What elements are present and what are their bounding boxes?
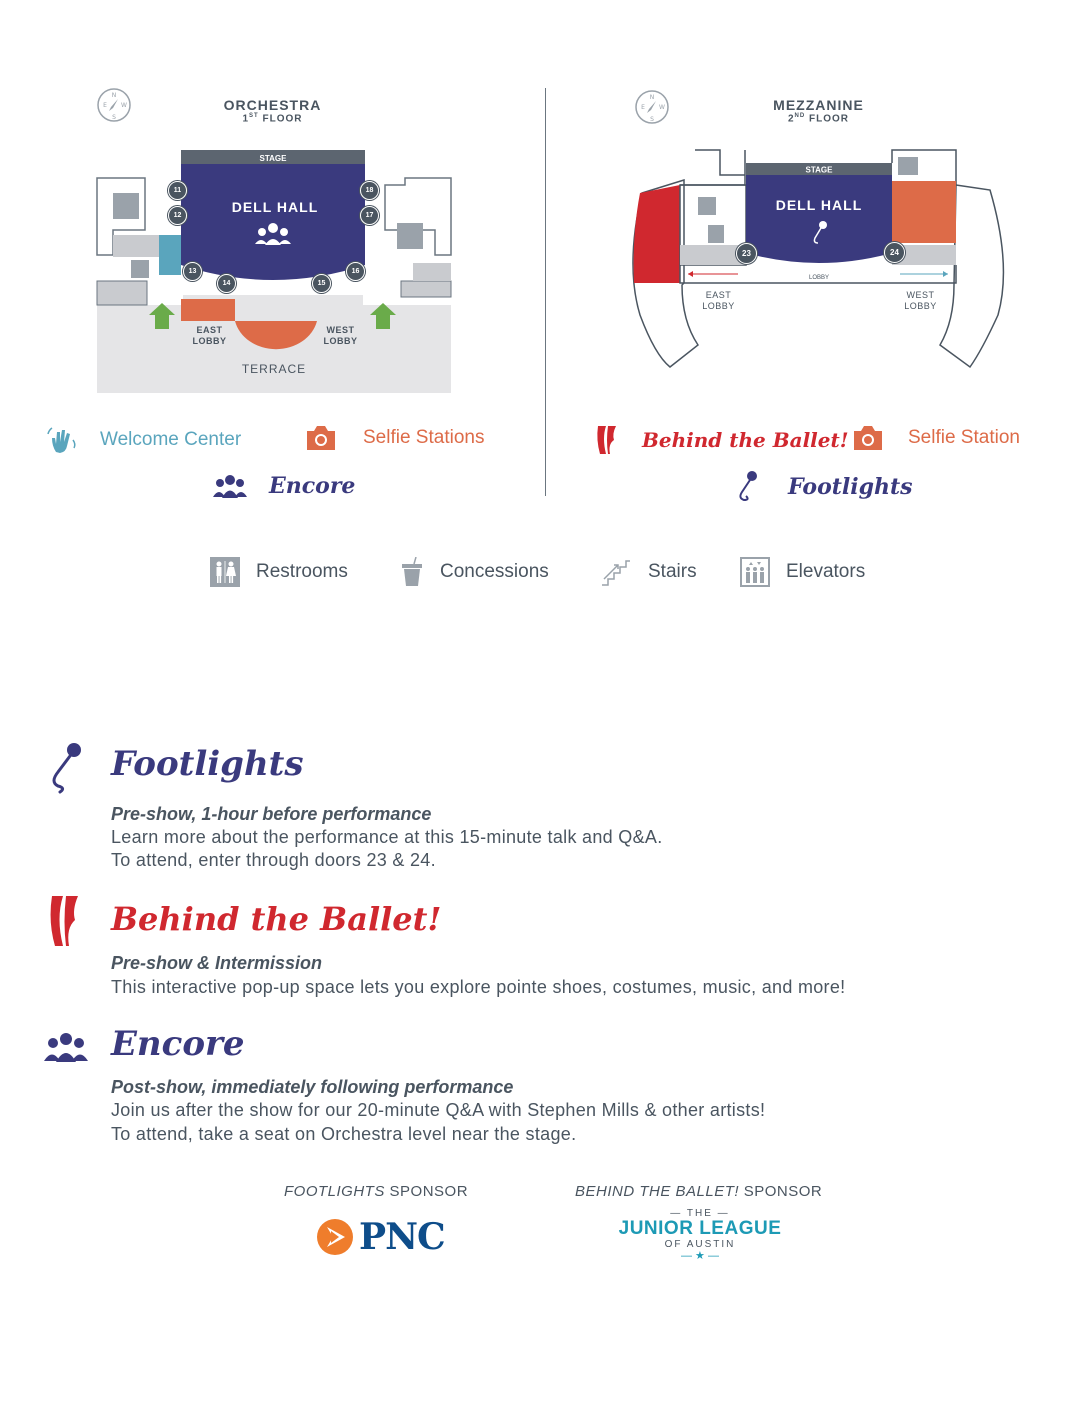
compass-s: S (112, 114, 116, 121)
orchestra-east-lobby: EAST LOBBY (192, 325, 227, 346)
legend-behind-the-ballet (596, 424, 849, 456)
elevator-icon (740, 557, 770, 587)
compass-n: N (111, 92, 117, 99)
door-24: 24 (884, 242, 905, 263)
encore-subtitle: Post-show, immediately following performance (111, 1077, 514, 1097)
compass-w: W (121, 102, 127, 109)
microphone-icon (736, 470, 760, 504)
behind-the-ballet-label: Behind the Ballet! (642, 428, 849, 452)
jl-star-icon: — ★ — (681, 1250, 719, 1262)
audience-icon (213, 472, 247, 500)
legend-footlights (736, 470, 913, 504)
selfie-station-block (892, 181, 956, 243)
selfie-stations-label: Selfie Stations (363, 427, 485, 448)
pnc-logo-mark (315, 1217, 355, 1257)
waving-hand-icon (46, 424, 78, 456)
stairs-label: Stairs (648, 561, 697, 582)
ballet-subtitle: Pre-show & Intermission (111, 953, 323, 973)
west-stair-block (413, 263, 451, 281)
door-16: 16 (346, 262, 365, 281)
elevators-label: Elevators (786, 561, 866, 582)
concessions-label: Concessions (440, 561, 549, 582)
encore-label: Encore (269, 473, 356, 499)
footlights-sponsor-label: FOOTLIGHTS SPONSOR (284, 1183, 469, 1200)
footlights-microphone-icon (46, 742, 86, 794)
compass-n: N (649, 94, 655, 101)
door-18: 18 (360, 181, 379, 200)
legend-encore (213, 472, 355, 500)
dell-hall-orchestra (181, 164, 365, 280)
ballet-title: Behind the Ballet! (111, 900, 442, 938)
door-15: 15 (312, 274, 331, 293)
restroom-east (113, 193, 139, 219)
compass-e: E (641, 104, 645, 111)
legend-selfie-station (852, 424, 1020, 452)
restroom-west (397, 223, 423, 249)
camera-icon (305, 424, 337, 452)
orchestra-terrace: TERRACE (241, 362, 307, 376)
mezzanine-east-lobby: EAST LOBBY (702, 290, 735, 311)
selfie-station-label: Selfie Station (908, 427, 1020, 448)
jl-the: — THE — (670, 1208, 730, 1219)
door-17: 17 (360, 206, 379, 225)
pnc-logo-text: PNC (359, 1216, 445, 1258)
encore-line-1: Join us after the show for our 20-minute Q&A with Stephen Mills & other artists! (111, 1100, 766, 1120)
east-stair-block (113, 235, 163, 257)
mezzanine-stage-label: STAGE (805, 165, 833, 175)
restrooms-label: Restrooms (256, 561, 348, 582)
camera-icon (852, 424, 884, 452)
amenity-concessions (400, 557, 549, 587)
dell-hall-mezzanine (746, 175, 892, 263)
footlights-title: Footlights (111, 744, 304, 784)
compass-w: W (659, 104, 665, 111)
orchestra-floorplan (95, 145, 455, 395)
restroom-mez-east (698, 197, 716, 215)
ballet-curtain-icon (50, 894, 80, 950)
selfie-east-block (181, 299, 235, 321)
door-23: 23 (736, 243, 757, 264)
footlights-line-1: Learn more about the performance at this 15-minute talk and Q&A. (111, 827, 663, 847)
welcome-center-label: Welcome Center (100, 429, 242, 450)
footlights-label: Footlights (788, 474, 913, 500)
map-divider (545, 88, 546, 496)
curtain-icon (596, 424, 618, 456)
compass-icon (96, 87, 132, 123)
elevator-east (131, 260, 149, 278)
orchestra-hall-label: DELL HALL (231, 199, 319, 215)
pnc-logo (315, 1216, 445, 1258)
encore-title: Encore (111, 1024, 245, 1064)
mezzanine-hall-label: DELL HALL (775, 197, 863, 213)
mezzanine-west-lobby: WEST LOBBY (904, 290, 937, 311)
mezzanine-title-text: MEZZANINE (773, 97, 864, 113)
orchestra-stage-label: STAGE (259, 154, 287, 163)
ballet-area (634, 185, 680, 283)
amenity-elevators (740, 557, 865, 587)
jl-sub: OF AUSTIN (664, 1239, 736, 1250)
mezzanine-floor: 2ND FLOOR (787, 113, 849, 125)
restroom-mez-west (898, 157, 918, 175)
orchestra-west-lobby: WEST LOBBY (323, 325, 358, 346)
cup-icon (400, 557, 424, 587)
welcome-center-block (159, 235, 181, 275)
compass-e: E (103, 102, 107, 109)
stairs-icon (600, 557, 632, 587)
footlights-line-2: To attend, enter through doors 23 & 24. (111, 850, 436, 870)
amenity-restrooms (210, 557, 348, 587)
orchestra-floor: 1ST FLOOR (242, 113, 303, 125)
footlights-subtitle: Pre-show, 1-hour before performance (111, 804, 432, 824)
door-13: 13 (183, 262, 202, 281)
encore-line-2: To attend, take a seat on Orchestra level near the stage. (111, 1124, 577, 1144)
elevator-mez (708, 225, 724, 243)
door-14: 14 (217, 274, 236, 293)
ballet-sponsor-label: BEHIND THE BALLET! SPONSOR (575, 1183, 823, 1200)
ballet-line-1: This interactive pop-up space lets you explore pointe shoes, costumes, music, and more! (111, 977, 846, 997)
legend-selfie-stations (305, 424, 484, 452)
upper-corridor-east (680, 150, 745, 185)
jl-main: JUNIOR LEAGUE (618, 1218, 782, 1239)
compass-icon (634, 89, 670, 125)
mezzanine-floorplan (630, 145, 1010, 375)
compass-s: S (650, 116, 654, 123)
door-11: 11 (168, 181, 187, 200)
mezzanine-title (746, 97, 891, 124)
mezzanine-lobby-label: LOBBY (808, 275, 830, 281)
orchestra-title (200, 97, 345, 124)
orchestra-title-text: ORCHESTRA (223, 97, 322, 113)
door-12: 12 (168, 206, 187, 225)
legend-welcome-center (46, 424, 241, 456)
restroom-icon (210, 557, 240, 587)
encore-audience-icon (44, 1030, 88, 1064)
east-stairs (97, 281, 147, 305)
amenity-stairs (600, 557, 697, 587)
junior-league-logo (608, 1208, 792, 1262)
west-stairs (401, 281, 451, 297)
